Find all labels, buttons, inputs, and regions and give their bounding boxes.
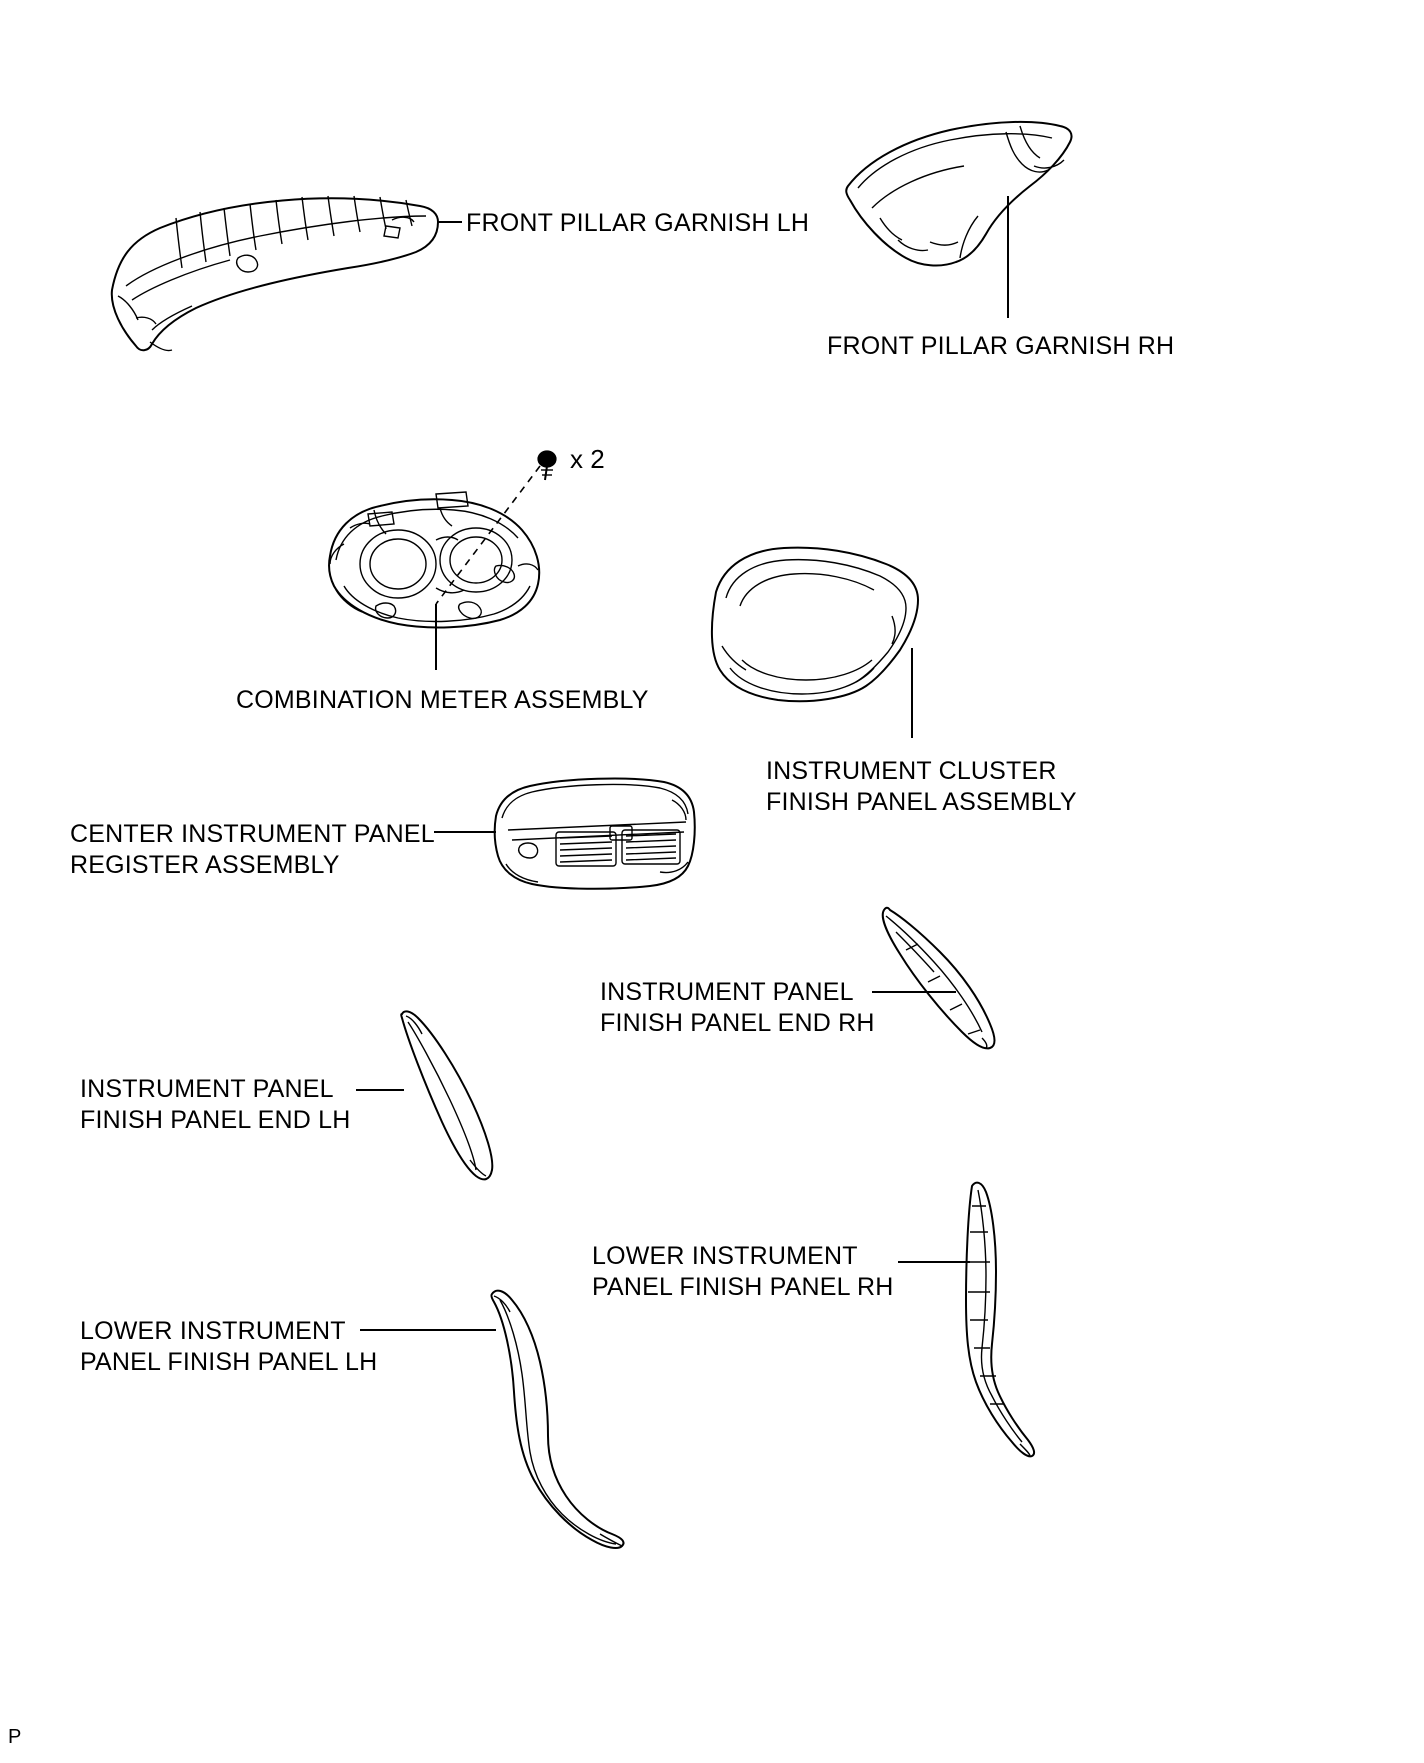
- label-instrument-cluster-finish-panel-assembly: INSTRUMENT CLUSTER FINISH PANEL ASSEMBLY: [766, 757, 1077, 816]
- part-art-front-pillar-garnish-lh: [112, 196, 438, 351]
- part-art-front-pillar-garnish-rh: [846, 122, 1071, 266]
- label-center-instrument-panel-register-assembly: CENTER INSTRUMENT PANEL REGISTER ASSEMBLY: [70, 820, 435, 879]
- page-corner-mark: P: [8, 1726, 22, 1748]
- label-lower-instrument-panel-finish-panel-lh: LOWER INSTRUMENT PANEL FINISH PANEL LH: [80, 1317, 378, 1376]
- part-art-center-instrument-panel-register-assembly: [434, 779, 695, 889]
- part-art-lower-instrument-panel-finish-panel-rh: [898, 1183, 1034, 1457]
- part-art-instrument-cluster-finish-panel-assembly: [712, 548, 918, 738]
- label-instrument-panel-finish-panel-end-lh: INSTRUMENT PANEL FINISH PANEL END LH: [80, 1075, 351, 1134]
- bolt-quantity-callout: x 2: [570, 444, 605, 474]
- label-combination-meter-assembly: COMBINATION METER ASSEMBLY: [236, 686, 649, 714]
- label-lower-instrument-panel-finish-panel-rh: LOWER INSTRUMENT PANEL FINISH PANEL RH: [592, 1242, 894, 1301]
- label-instrument-panel-finish-panel-end-rh: INSTRUMENT PANEL FINISH PANEL END RH: [600, 978, 875, 1037]
- label-front-pillar-garnish-rh: FRONT PILLAR GARNISH RH: [827, 332, 1175, 360]
- part-art-combination-meter-assembly: [329, 492, 539, 670]
- label-front-pillar-garnish-lh: FRONT PILLAR GARNISH LH: [466, 209, 810, 237]
- part-art-instrument-panel-finish-panel-end-rh: [872, 908, 995, 1049]
- part-art-instrument-panel-finish-panel-end-lh: [356, 1011, 492, 1179]
- part-art-lower-instrument-panel-finish-panel-lh: [360, 1291, 624, 1548]
